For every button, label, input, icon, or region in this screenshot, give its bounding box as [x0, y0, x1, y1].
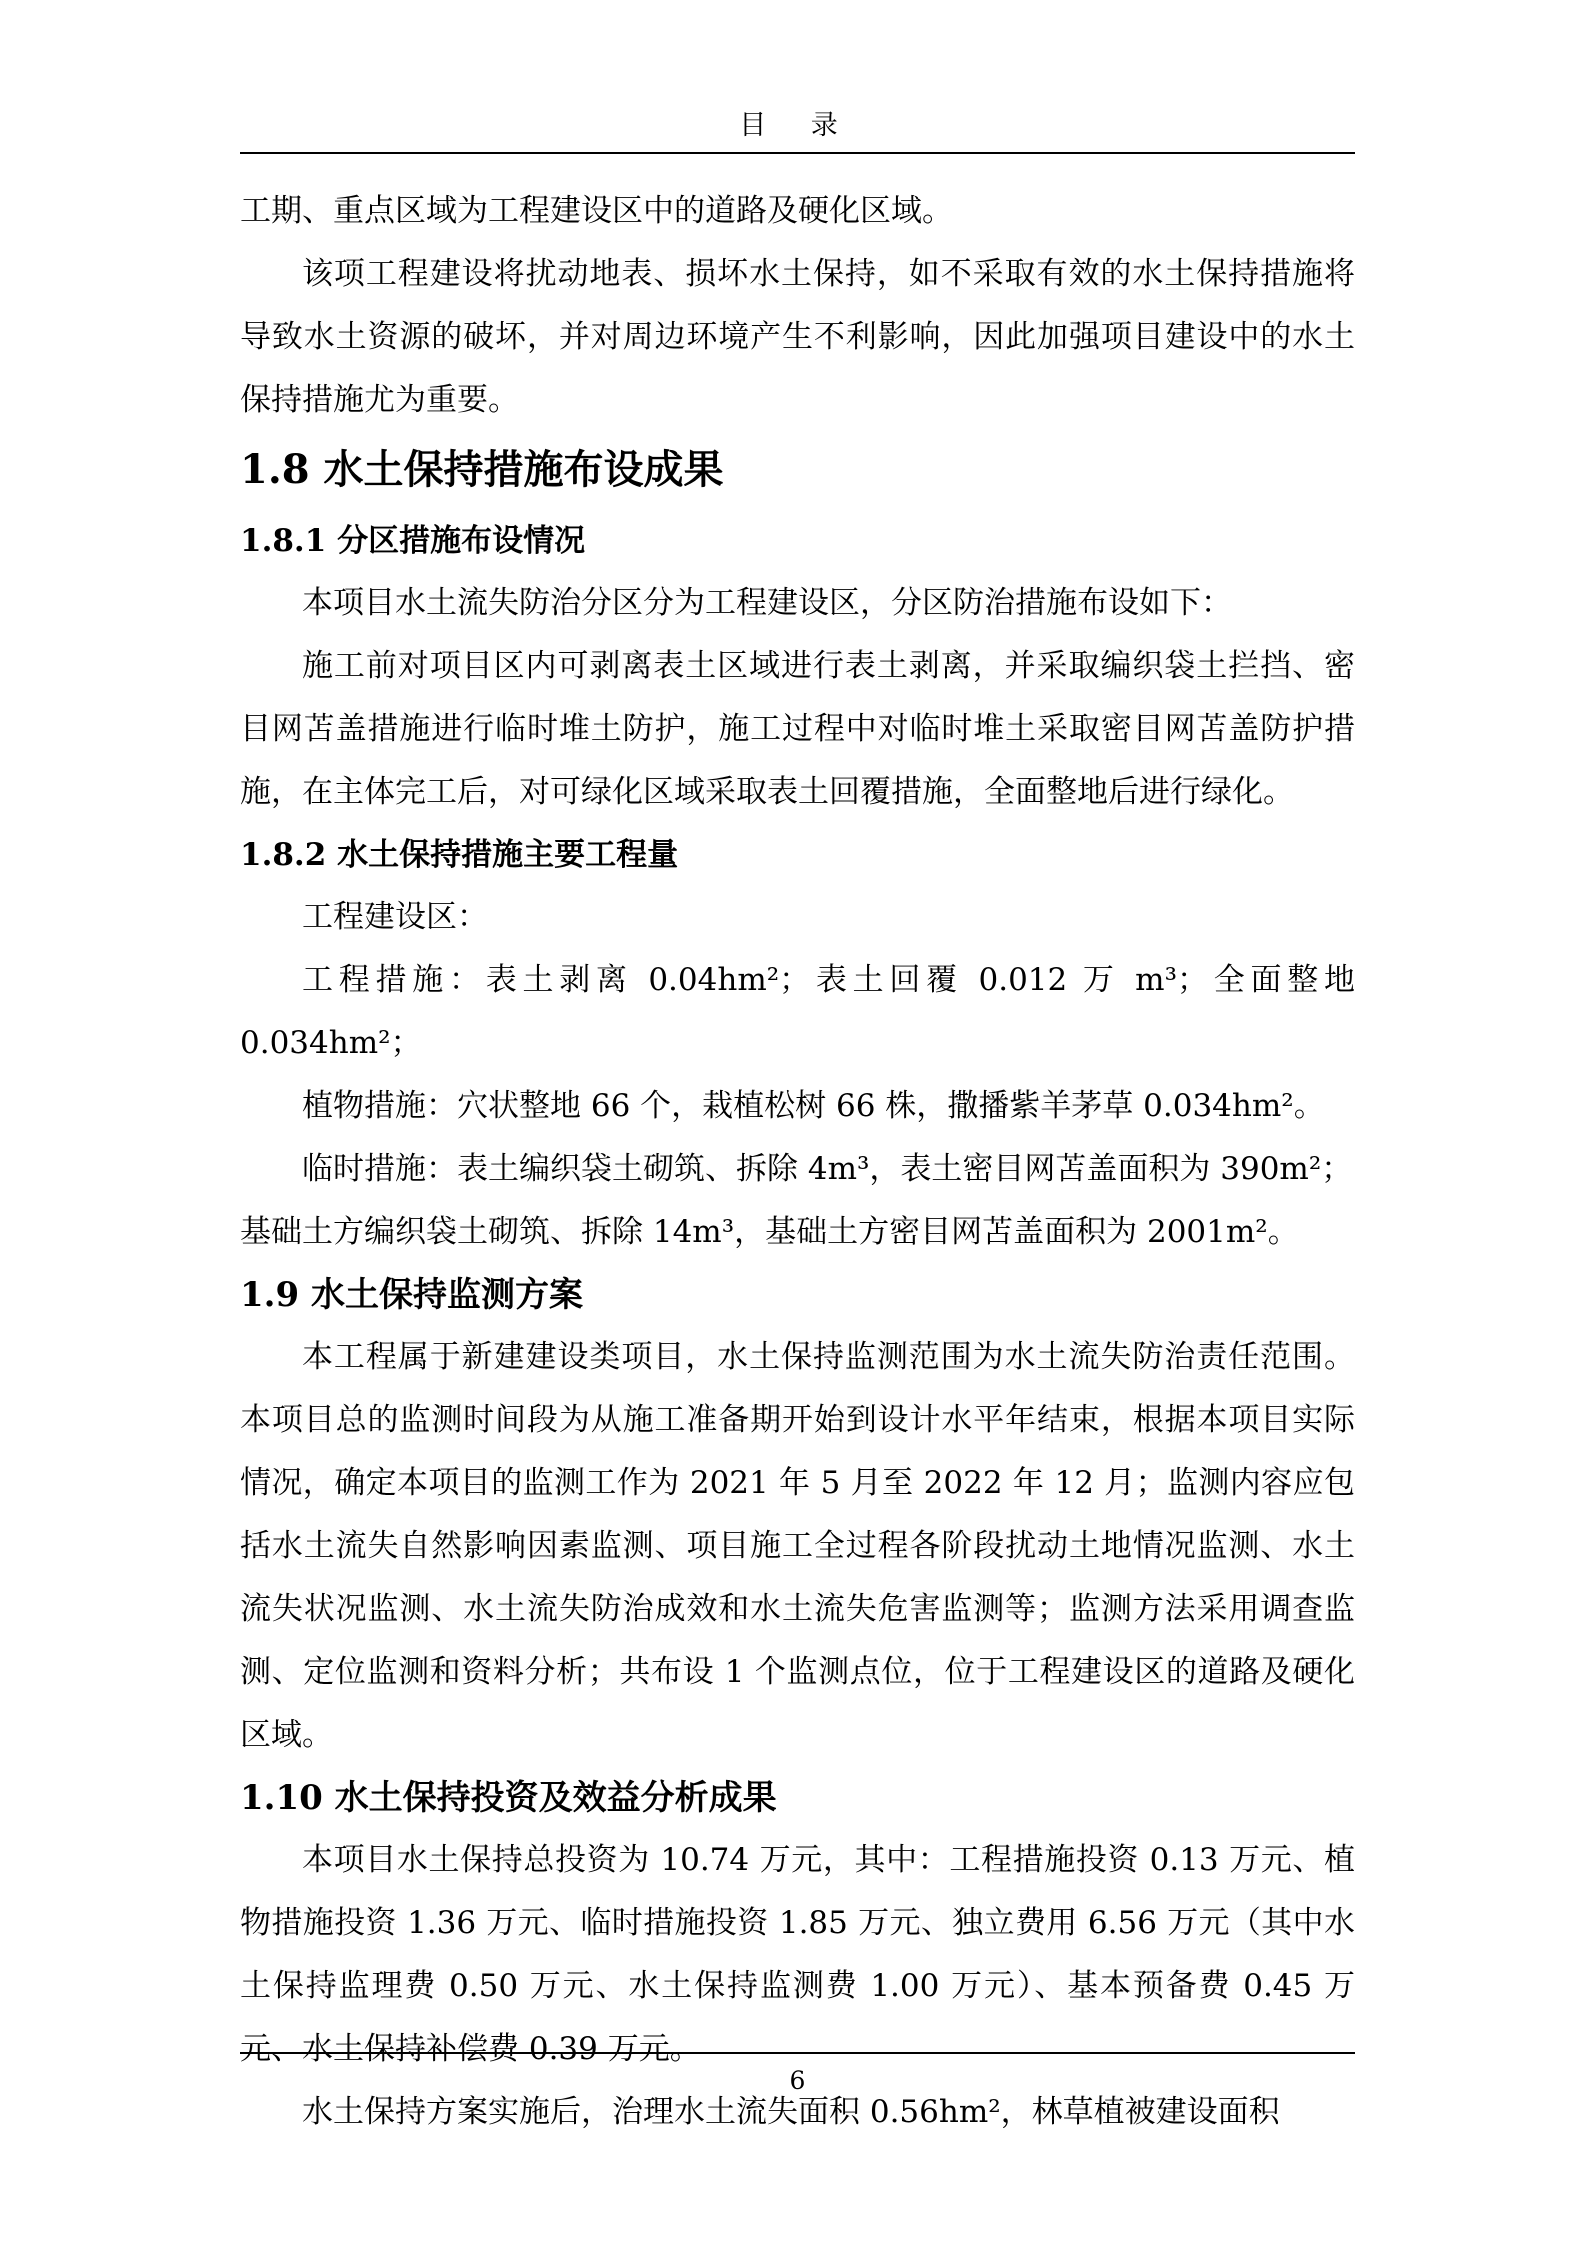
paragraph-9: 基础土方编织袋土砌筑、拆除 14m³，基础土方密目网苫盖面积为 2001m²。 — [240, 1214, 1299, 1250]
paragraph-3: 本项目水土流失防治分区分为工程建设区，分区防治措施布设如下： — [302, 585, 1232, 621]
page-header — [240, 110, 1355, 154]
paragraph-10: 本工程属于新建建设类项目，水土保持监测范围为水土流失防治责任范围。本项目总的监测时间段为从施工准备期开始到设计水平年结束，根据本项目实际情况，确定本项目的监测工作为 2021 年 5 月至 2022 年 12 月；监测内容应包括水土流失自然影响因素监测、项目施工全过程各阶段扰动土地情况监测、水土流失状况监测、水土流失防治成效和水土流失危害监测等；监测方法采用调查监测、定位监测和资料分析；共布设 1 个监测点位，位于工程建设区的道路及硬化区域。 — [240, 1339, 1355, 1753]
paragraph-6: 工程措施：表土剥离 0.04hm²；表土回覆 0.012 万 m³；全面整地 0.034hm²； — [240, 962, 1355, 1061]
paragraph-5: 工程建设区： — [302, 899, 488, 935]
paragraph-4: 施工前对项目区内可剥离表土区域进行表土剥离，并采取编织袋土拦挡、密目网苫盖措施进行临时堆土防护，施工过程中对临时堆土采取密目网苫盖防护措施，在主体完工后，对可绿化区域采取表土回覆措施，全面整地后进行绿化。 — [240, 648, 1355, 810]
paragraph-11: 本项目水土保持总投资为 10.74 万元，其中：工程措施投资 0.13 万元、植物措施投资 1.36 万元、临时措施投资 1.85 万元、独立费用 6.56 万元（其中水土保持监理费 0.50 万元、水土保持监测费 1.00 万元）、基本预备费 0.45 万元、水土保持补偿费 0.39 万元。 — [240, 1842, 1355, 2067]
document-body — [240, 180, 1355, 2144]
page-number: 6 — [789, 2066, 806, 2095]
section-heading-1-9: 1.9 水土保持监测方案 — [240, 1275, 583, 1315]
paragraph-7: 植物措施：穴状整地 66 个，栽植松树 66 株，撒播紫羊茅草 0.034hm²。 — [302, 1088, 1325, 1124]
subsection-heading-1-8-1: 1.8.1 分区措施布设情况 — [240, 523, 586, 559]
subsection-heading-1-8-2: 1.8.2 水土保持措施主要工程量 — [240, 837, 679, 873]
footer-divider — [240, 2052, 1355, 2054]
paragraph-2: 该项工程建设将扰动地表、损坏水土保持，如不采取有效的水土保持措施将导致水土资源的破坏，并对周边环境产生不利影响，因此加强项目建设中的水土保持措施尤为重要。 — [240, 256, 1355, 418]
header-title: 目 录 — [739, 110, 856, 141]
section-heading-1-10: 1.10 水土保持投资及效益分析成果 — [240, 1778, 777, 1818]
paragraph-1: 工期、重点区域为工程建设区中的道路及硬化区域。 — [240, 193, 953, 229]
section-heading-1-8: 1.8 水土保持措施布设成果 — [240, 446, 724, 493]
paragraph-8: 临时措施：表土编织袋土砌筑、拆除 4m³，表土密目网苫盖面积为 390m²； — [302, 1151, 1353, 1187]
paragraph-12: 水土保持方案实施后，治理水土流失面积 0.56hm²，林草植被建设面积 — [302, 2094, 1280, 2130]
